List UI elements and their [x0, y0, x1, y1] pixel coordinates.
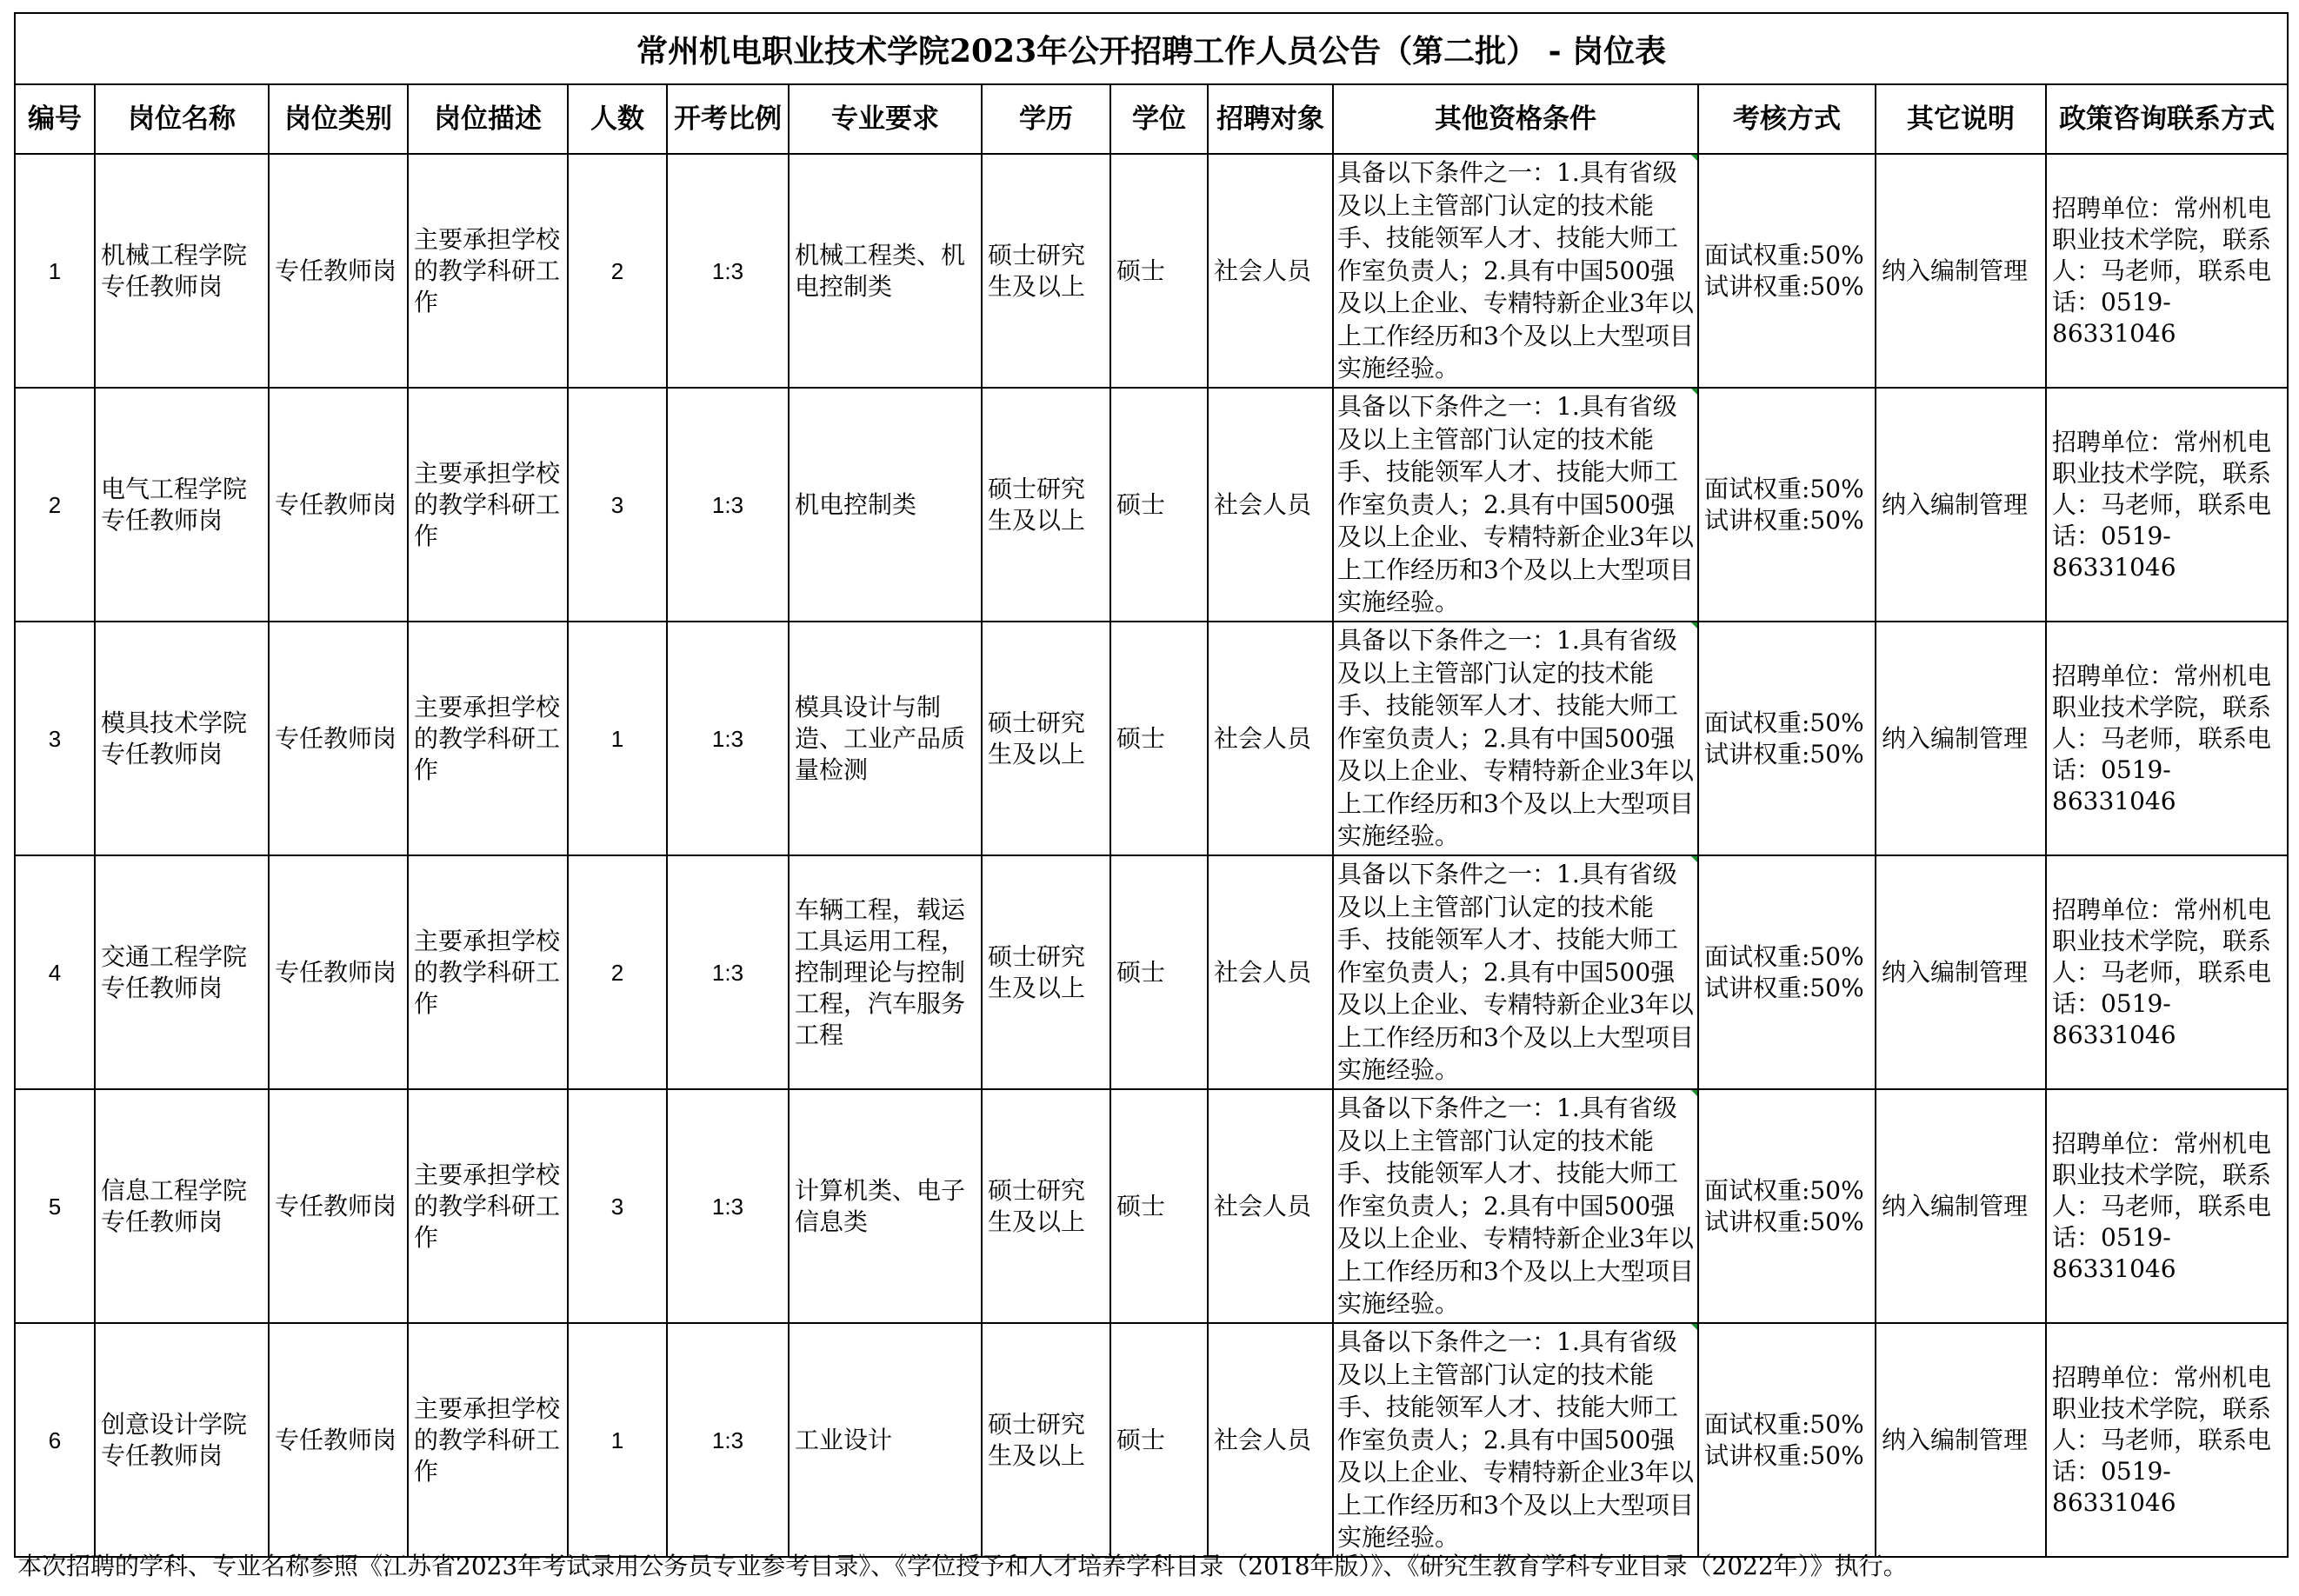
header-col-degree: 学位	[1110, 84, 1208, 154]
cell-contact: 招聘单位：常州机电职业技术学院，联系人：马老师，联系电话：0519-86331046	[2046, 1089, 2288, 1323]
cell-target: 社会人员	[1208, 855, 1333, 1089]
cell-conditions	[1333, 855, 1698, 1089]
cell-education: 硕士研究生及以上	[982, 622, 1110, 855]
cell-no: 4	[15, 855, 95, 1089]
cell-no: 2	[15, 388, 95, 622]
cell-target: 社会人员	[1208, 388, 1333, 622]
cell-major: 工业设计	[789, 1323, 982, 1557]
conditions-text: 具备以下条件之一：1.具有省级及以上主管部门认定的技术能手、技能领军人才、技能大师工作室负责人；2.具有中国500强及以上企业、专精特新企业3年以上工作经历和3个及以上大型项目实施经验。	[1337, 1327, 1694, 1553]
comment-marker-icon	[1691, 622, 1697, 628]
cell-exam	[1698, 1323, 1876, 1557]
comment-marker-icon	[1691, 389, 1697, 395]
table-row	[15, 622, 2288, 855]
cell-contact: 招聘单位：常州机电职业技术学院，联系人：马老师，联系电话：0519-86331046	[2046, 622, 2288, 855]
cell-major: 模具设计与制造、工业产品质量检测	[789, 622, 982, 855]
conditions-text: 具备以下条件之一：1.具有省级及以上主管部门认定的技术能手、技能领军人才、技能大师工作室负责人；2.具有中国500强及以上企业、专精特新企业3年以上工作经历和3个及以上大型项目实施经验。	[1337, 860, 1694, 1085]
cell-description: 主要承担学校的教学科研工作	[408, 388, 568, 622]
cell-exam	[1698, 622, 1876, 855]
cell-position-name: 交通工程学院专任教师岗	[95, 855, 269, 1089]
table-row	[15, 154, 2288, 388]
cell-position-name: 电气工程学院专任教师岗	[95, 388, 269, 622]
cell-contact: 招聘单位：常州机电职业技术学院，联系人：马老师，联系电话：0519-86331046	[2046, 154, 2288, 388]
header-col-target: 招聘对象	[1208, 84, 1333, 154]
cell-count: 3	[568, 1089, 667, 1323]
position-table	[14, 12, 2289, 1558]
exam-interview-weight: 面试权重:50%	[1704, 240, 1864, 269]
cell-ratio: 1:3	[667, 1323, 789, 1557]
cell-conditions	[1333, 1089, 1698, 1323]
cell-category: 专任教师岗	[269, 1089, 408, 1323]
header-col-ratio: 开考比例	[667, 84, 789, 154]
cell-education: 硕士研究生及以上	[982, 154, 1110, 388]
conditions-text: 具备以下条件之一：1.具有省级及以上主管部门认定的技术能手、技能领军人才、技能大师工作室负责人；2.具有中国500强及以上企业、专精特新企业3年以上工作经历和3个及以上大型项目实施经验。	[1337, 1094, 1694, 1319]
cell-no: 1	[15, 154, 95, 388]
cell-category: 专任教师岗	[269, 1323, 408, 1557]
table-body	[15, 154, 2288, 1557]
exam-lecture-weight: 试讲权重:50%	[1704, 973, 1864, 1002]
cell-no: 3	[15, 622, 95, 855]
cell-ratio: 1:3	[667, 855, 789, 1089]
cell-count: 3	[568, 388, 667, 622]
cell-education: 硕士研究生及以上	[982, 388, 1110, 622]
header-col-category: 岗位类别	[269, 84, 408, 154]
exam-lecture-weight: 试讲权重:50%	[1704, 271, 1864, 301]
cell-category: 专任教师岗	[269, 388, 408, 622]
cell-description: 主要承担学校的教学科研工作	[408, 855, 568, 1089]
cell-description: 主要承担学校的教学科研工作	[408, 154, 568, 388]
cell-note: 纳入编制管理	[1876, 388, 2046, 622]
cell-education: 硕士研究生及以上	[982, 1323, 1110, 1557]
cell-position-name: 创意设计学院专任教师岗	[95, 1323, 269, 1557]
header-col-note: 其它说明	[1876, 84, 2046, 154]
cell-major: 计算机类、电子信息类	[789, 1089, 982, 1323]
cell-no: 6	[15, 1323, 95, 1557]
cell-count: 1	[568, 622, 667, 855]
cell-count: 1	[568, 1323, 667, 1557]
cell-ratio: 1:3	[667, 388, 789, 622]
cell-no: 5	[15, 1089, 95, 1323]
position-table-sheet	[14, 12, 2287, 1558]
cell-ratio: 1:3	[667, 622, 789, 855]
cell-degree: 硕士	[1110, 154, 1208, 388]
table-row	[15, 1089, 2288, 1323]
exam-lecture-weight: 试讲权重:50%	[1704, 505, 1864, 535]
cell-exam	[1698, 388, 1876, 622]
header-col-no: 编号	[15, 84, 95, 154]
cell-exam	[1698, 1089, 1876, 1323]
cell-description: 主要承担学校的教学科研工作	[408, 622, 568, 855]
header-col-conditions: 其他资格条件	[1333, 84, 1698, 154]
cell-target: 社会人员	[1208, 154, 1333, 388]
cell-note: 纳入编制管理	[1876, 855, 2046, 1089]
exam-interview-weight: 面试权重:50%	[1704, 1409, 1864, 1439]
cell-conditions	[1333, 622, 1698, 855]
cell-degree: 硕士	[1110, 388, 1208, 622]
cell-target: 社会人员	[1208, 1323, 1333, 1557]
cell-conditions	[1333, 1323, 1698, 1557]
exam-interview-weight: 面试权重:50%	[1704, 708, 1864, 737]
cell-degree: 硕士	[1110, 1323, 1208, 1557]
cell-major: 机械工程类、机电控制类	[789, 154, 982, 388]
conditions-text: 具备以下条件之一：1.具有省级及以上主管部门认定的技术能手、技能领军人才、技能大师工作室负责人；2.具有中国500强及以上企业、专精特新企业3年以上工作经历和3个及以上大型项目实施经验。	[1337, 626, 1694, 851]
cell-conditions	[1333, 388, 1698, 622]
header-col-major: 专业要求	[789, 84, 982, 154]
cell-degree: 硕士	[1110, 622, 1208, 855]
cell-education: 硕士研究生及以上	[982, 1089, 1110, 1323]
table-row	[15, 855, 2288, 1089]
cell-conditions	[1333, 154, 1698, 388]
cell-position-name: 模具技术学院专任教师岗	[95, 622, 269, 855]
header-col-exam: 考核方式	[1698, 84, 1876, 154]
exam-lecture-weight: 试讲权重:50%	[1704, 1440, 1864, 1470]
header-col-count: 人数	[568, 84, 667, 154]
cell-position-name: 信息工程学院专任教师岗	[95, 1089, 269, 1323]
header-col-desc: 岗位描述	[408, 84, 568, 154]
cell-note: 纳入编制管理	[1876, 1323, 2046, 1557]
cell-degree: 硕士	[1110, 855, 1208, 1089]
exam-lecture-weight: 试讲权重:50%	[1704, 739, 1864, 768]
footnote: 本次招聘的学科、专业名称参照《江苏省2023年考试录用公务员专业参考目录》、《学位授予和人才培养学科目录（2018年版）》、《研究生教育学科专业目录（2022年）》执行。	[17, 1552, 1908, 1580]
comment-marker-icon	[1691, 1324, 1697, 1330]
cell-count: 2	[568, 855, 667, 1089]
cell-exam	[1698, 154, 1876, 388]
comment-marker-icon	[1691, 1090, 1697, 1096]
comment-marker-icon	[1691, 856, 1697, 862]
table-row	[15, 388, 2288, 622]
cell-contact: 招聘单位：常州机电职业技术学院，联系人：马老师，联系电话：0519-86331046	[2046, 1323, 2288, 1557]
header-col-contact: 政策咨询联系方式	[2046, 84, 2288, 154]
cell-major: 机电控制类	[789, 388, 982, 622]
header-col-name: 岗位名称	[95, 84, 269, 154]
header-row	[15, 84, 2288, 154]
cell-position-name: 机械工程学院专任教师岗	[95, 154, 269, 388]
cell-description: 主要承担学校的教学科研工作	[408, 1323, 568, 1557]
header-col-edu: 学历	[982, 84, 1110, 154]
cell-contact: 招聘单位：常州机电职业技术学院，联系人：马老师，联系电话：0519-86331046	[2046, 855, 2288, 1089]
cell-count: 2	[568, 154, 667, 388]
exam-interview-weight: 面试权重:50%	[1704, 474, 1864, 503]
cell-exam	[1698, 855, 1876, 1089]
exam-interview-weight: 面试权重:50%	[1704, 941, 1864, 971]
cell-ratio: 1:3	[667, 1089, 789, 1323]
cell-degree: 硕士	[1110, 1089, 1208, 1323]
cell-contact: 招聘单位：常州机电职业技术学院，联系人：马老师，联系电话：0519-86331046	[2046, 388, 2288, 622]
comment-marker-icon	[1691, 155, 1697, 161]
conditions-text: 具备以下条件之一：1.具有省级及以上主管部门认定的技术能手、技能领军人才、技能大师工作室负责人；2.具有中国500强及以上企业、专精特新企业3年以上工作经历和3个及以上大型项目实施经验。	[1337, 392, 1694, 617]
cell-category: 专任教师岗	[269, 154, 408, 388]
conditions-text: 具备以下条件之一：1.具有省级及以上主管部门认定的技术能手、技能领军人才、技能大师工作室负责人；2.具有中国500强及以上企业、专精特新企业3年以上工作经历和3个及以上大型项目实施经验。	[1337, 158, 1694, 383]
cell-education: 硕士研究生及以上	[982, 855, 1110, 1089]
cell-target: 社会人员	[1208, 622, 1333, 855]
table-title: 常州机电职业技术学院2023年公开招聘工作人员公告（第二批） - 岗位表	[15, 13, 2288, 84]
cell-category: 专任教师岗	[269, 855, 408, 1089]
exam-interview-weight: 面试权重:50%	[1704, 1175, 1864, 1205]
cell-category: 专任教师岗	[269, 622, 408, 855]
cell-note: 纳入编制管理	[1876, 622, 2046, 855]
cell-target: 社会人员	[1208, 1089, 1333, 1323]
cell-note: 纳入编制管理	[1876, 154, 2046, 388]
exam-lecture-weight: 试讲权重:50%	[1704, 1207, 1864, 1236]
cell-note: 纳入编制管理	[1876, 1089, 2046, 1323]
cell-major: 车辆工程，载运工具运用工程，控制理论与控制工程，汽车服务工程	[789, 855, 982, 1089]
cell-ratio: 1:3	[667, 154, 789, 388]
table-row	[15, 1323, 2288, 1557]
cell-description: 主要承担学校的教学科研工作	[408, 1089, 568, 1323]
